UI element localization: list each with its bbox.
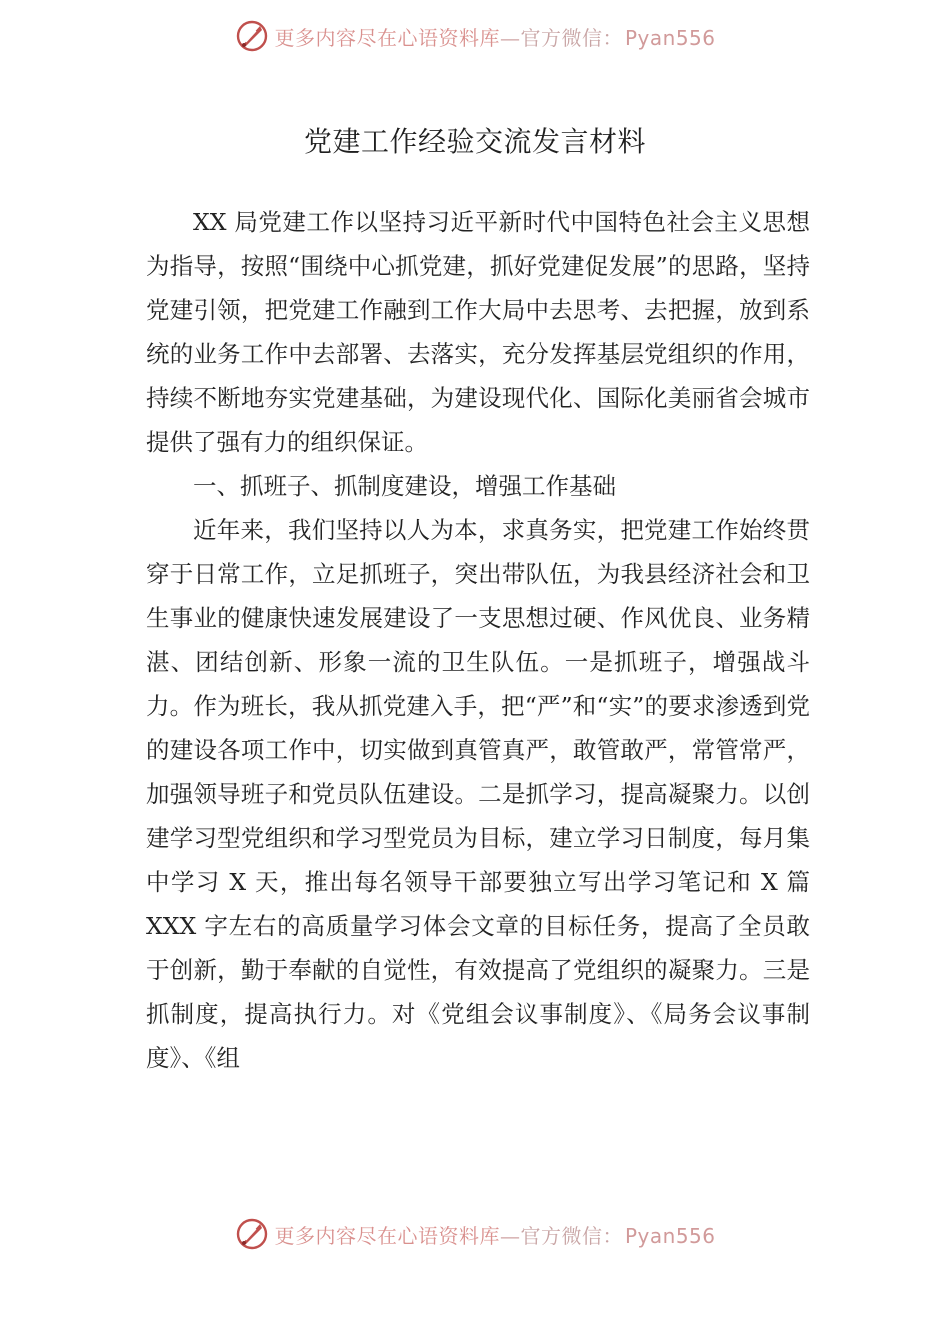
watermark-sub-text: 官方微信： [520, 1223, 623, 1248]
paragraph-intro: XX 局党建工作以坚持习近平新时代中国特色社会主义思想为指导，按照“围绕中心抓党建，抓好党建促发展”的思路，坚持党建引领，把党建工作融到工作大局中去思考、去把握，放到系统的业务工作中去部署、去落实，充分发挥基层党组织的作用，持续不断地夯实党建基础，为建设现代化、国际化美丽省会城市提供了强有力的组织保证。 [146, 208, 810, 456]
watermark-wechat-id: Pyan556 [624, 1223, 716, 1248]
footer-watermark [0, 1212, 950, 1256]
watermark-wechat-id: Pyan556 [624, 25, 716, 50]
document-body [146, 200, 810, 1080]
document-title: 党建工作经验交流发言材料 [303, 125, 646, 158]
watermark-main-text: 更多内容尽在心语资料库 [274, 1223, 500, 1248]
watermark-sub-text: 官方微信： [520, 25, 623, 50]
header-watermark [0, 14, 950, 58]
watermark-text [274, 1220, 715, 1249]
paragraph-body: 近年来，我们坚持以人为本，求真务实，把党建工作始终贯穿于日常工作，立足抓班子，突出带队伍，为我县经济社会和卫生事业的健康快速发展建设了一支思想过硬、作风优良、业务精湛、团结创新、形象一流的卫生队伍。一是抓班子，增强战斗力。作为班长，我从抓党建入手，把“严”和“实”的要求渗透到党的建设各项工作中，切实做到真管真严，敢管敢严，常管常严，加强领导班子和党员队伍建设。二是抓学习，提高凝聚力。以创建学习型党组织和学习型党员为目标，建立学习日制度，每月集中学习 X 天，推出每名领导干部要独立写出学习笔记和 X 篇 XXX 字左右的高质量学习体会文章的目标任务，提高了全员敢于创新，勤于奉献的自觉性，有效提高了党组织的凝聚力。三是抓制度，提高执行力。对《党组会议事制度》、《局务会议事制度》、《组 [146, 516, 810, 1072]
section-heading: 一、抓班子、抓制度建设，增强工作基础 [193, 472, 616, 500]
quill-pen-logo-icon [234, 1216, 270, 1252]
quill-pen-logo-icon [234, 18, 270, 54]
watermark-text [274, 22, 715, 51]
watermark-main-text: 更多内容尽在心语资料库 [274, 25, 500, 50]
watermark-separator: — [499, 25, 521, 50]
watermark-separator: — [499, 1223, 521, 1248]
